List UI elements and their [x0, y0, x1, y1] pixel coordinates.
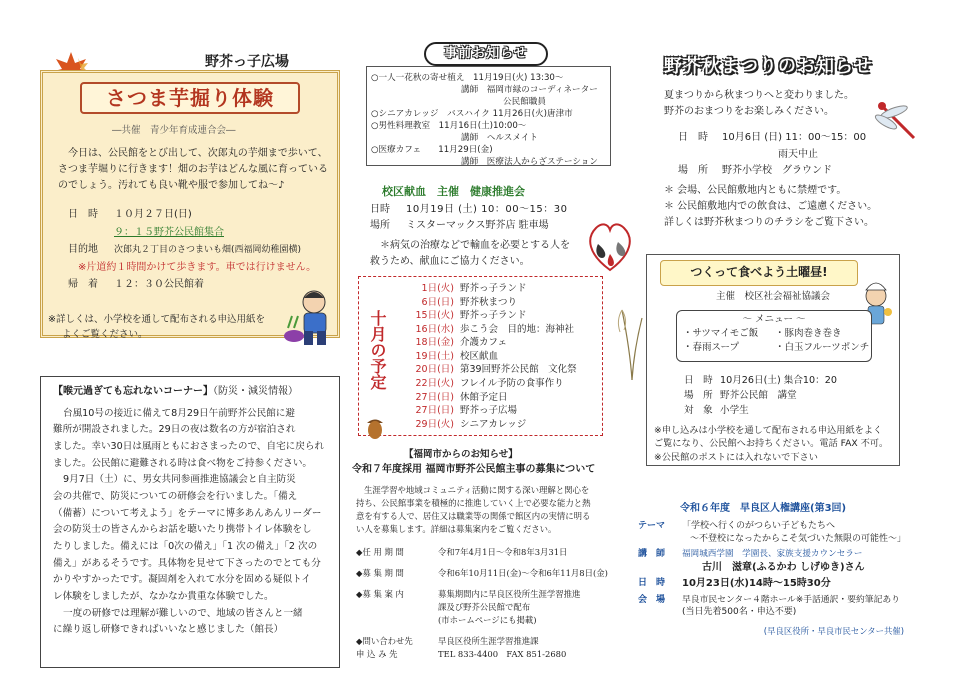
notice-sub: 講師 医療法人からざステーション	[461, 157, 598, 168]
satsuma-title-frame	[80, 82, 300, 114]
blood-drive-header: 校区献血 主催 健康推進会	[382, 185, 525, 198]
notice-item: ○医療カフェ 11月29日(金)	[371, 145, 493, 156]
body-line: い人を募集します。詳細は募集案内をご覧ください。	[356, 524, 557, 535]
note-line: よくご覧ください。	[62, 329, 148, 341]
disaster-body	[53, 406, 327, 640]
event-row: 29日(火) シニアカレッジ	[415, 418, 527, 430]
notice-sub: 講師 ヘルスメイト	[461, 133, 538, 144]
festival-details	[664, 88, 894, 232]
lecture-details	[638, 520, 928, 638]
october-event-list	[404, 282, 577, 431]
fukuoka-notice-items	[356, 546, 608, 661]
event-row: 16日(水) 歩こう会 目的地：海神社	[415, 323, 575, 335]
note-line: 詳しくは野芥秋まつりのチラシをご覧下さい。	[664, 217, 874, 229]
event-row: 22日(火) フレイル予防の食事作り	[415, 378, 564, 390]
blood-drive-details	[370, 202, 570, 270]
intro-line: さつま芋堀りに行きます！畑のお芋はどんな風に育っている	[58, 164, 328, 175]
note-line: ※詳しくは、小学校を通して配布される申込用紙を	[48, 314, 265, 325]
body-line: ました。公民館に避難される時は食べ物をご持参ください。	[53, 457, 313, 469]
notice-sub: 講師 福岡市緑のコーディネーター	[461, 85, 598, 96]
event-row: 20日(日) 第39回野芥公民館 文化祭	[415, 364, 577, 376]
blood-place-row: 場所 ミスターマックス野芥店 駐車場	[370, 220, 549, 231]
disaster-title: 【喉元過ぎても忘れないコーナー】（防災・減災情報）	[53, 386, 298, 397]
blood-drop-heart-icon	[584, 214, 636, 279]
body-line: 会の防災士の皆さんからお話を聴いたり携帯トイレ体験をし	[53, 524, 312, 536]
lecture-cohost: (早良区役所・早良市民センター共催)	[763, 626, 904, 637]
menu-row: ・サツマイモご飯 ・豚肉巻き巻き	[683, 327, 842, 339]
theme-line: 「学校へ行くのがつらい子どもたちへ	[682, 521, 836, 531]
body-line: 備え」があるそうです。具体物を見せて下さったのでとても分	[53, 557, 321, 569]
item-row: ◆募 集 期 間 令和6年10月11日(金)～令和6年11月8日(金)	[356, 568, 608, 579]
venue-sub: (当日先着500名・申込不要)	[682, 607, 797, 618]
event-row: 6日(日) 野芥秋まつり	[421, 296, 518, 308]
body-line: 意を有する人で、居住又は職業等の関係で館区内の実情に明る	[356, 511, 591, 522]
theme-line: ～不登校になったからこそ気づいた無限の可能性～」	[690, 534, 907, 545]
note-line: ※公民館のポストには入れないで下さい	[654, 451, 818, 463]
note-line: ご覧になり、公民館へお持ちください。電話 FAX 不可。	[654, 438, 889, 450]
intro-line: 野芥のおまつりをお楽しみください。	[664, 106, 834, 118]
body-line: 生涯学習や地域コミュニティ活動に関する深い理解と関心を	[364, 485, 590, 495]
event-row: 19日(土) 校区献血	[415, 350, 499, 362]
body-line: 台風10号の接近に備えて8月29日午前野芥公民館に避	[63, 407, 295, 419]
body-line: 9月7日（土）に、男女共同参画推進協議会と自主防災	[63, 474, 296, 486]
note-line: ※申し込みは小学校を通して配布される申込用紙をよく	[654, 425, 883, 436]
advance-notice-panel	[366, 66, 611, 166]
walk-note: ※片道約１時間かけて歩きます。車では行けません。	[78, 261, 317, 273]
event-row: 15日(火) 野芥っ子ランド	[415, 310, 527, 322]
notice-sub: 公民館職員	[503, 97, 546, 108]
body-line: 一度の研修では理解が難しいので、地域の皆さんと一緒	[63, 607, 303, 619]
pampas-grass-icon	[612, 300, 652, 385]
event-row: 27日(日) 野芥っ子広場	[415, 405, 518, 417]
note-line: ＊病気の治療などで輸血を必要とする人を	[380, 240, 570, 251]
notice-item: ○一人一花秋の寄せ植え 11月19日(火) 13:30～	[371, 73, 564, 83]
satsuma-title: さつま芋掘り体験	[106, 85, 274, 110]
speaker-name: 古川 滋章(ふるかわ しげゆき)さん	[702, 561, 865, 573]
satsuma-intro	[58, 146, 336, 194]
menu-row: ・春雨スープ ・白玉フルーツポンチ	[683, 341, 870, 353]
lunch-notes	[654, 424, 900, 464]
festival-date-row: 日 時 10月6日 (日) 11：00～15：00	[678, 132, 867, 144]
notice-item: ○男性料理教室 11月16日(土)10:00～	[371, 121, 527, 132]
note-line: 救うため、献血にご協力ください。	[370, 256, 530, 267]
body-line: かりやすかったです。凝固剤を入れて水分を固める疑似トイ	[53, 574, 311, 586]
lecture-title: 令和６年度 早良区人権講座(第3回)	[680, 503, 847, 514]
body-line: たりしました。備えには「0次の備え」「1 次の備え」「2 次の	[53, 541, 318, 552]
lunch-title: つくって食べよう土曜昼!	[660, 260, 858, 286]
lecture-date-row: 日 時 10月23日(水)14時～15時30分	[638, 578, 831, 590]
gather-row: ９：１５野芥公民館集合	[114, 226, 224, 238]
lunch-menu-box	[676, 310, 872, 362]
venue-title: 野芥っ子広場	[205, 54, 289, 70]
lunch-details	[684, 374, 837, 419]
festival-rain: 雨天中止	[778, 148, 818, 160]
item-extra: (市ホームページにも掲載)	[438, 615, 537, 626]
body-line: ました。幸い30日は風雨ともにおさまったので、自宅に戻られ	[53, 440, 325, 452]
fukuoka-notice-title: 令和７年度採用 福岡市野芥公民館主事の募集について	[352, 464, 596, 475]
lecture-theme-row: テーマ 「学校へ行くのがつらい子どもたちへ ～不登校になったからこそ気づいた無限の可能性～」	[638, 520, 928, 546]
venue-line: 早良市民センター４階ホール※手話通訳・要約筆記あり	[682, 594, 900, 605]
date-row: 日 時 １０月２７日(日)	[68, 209, 192, 220]
satsuma-cohost: ―共催 青少年育成連合会―	[112, 125, 236, 136]
blood-note	[370, 238, 570, 270]
body-line: 難所が開設されました。29日の夜は数名の方が宿泊され	[53, 424, 296, 436]
body-line: 持ち、公民館事業を積極的に推進していく上で必要な能力と熱	[356, 498, 591, 509]
fukuoka-notice-header: 【福岡市からのお知らせ】	[404, 449, 518, 460]
note-line: ＊ 公民館敷地内での飲食は、ご遠慮ください。	[664, 201, 878, 213]
speaker-org: 福岡城西学園 学園長、家族支援カウンセラー	[682, 549, 863, 560]
acorn-icon	[364, 414, 386, 445]
item-row: 申 込 み 先 TEL 833-4400 FAX 851-2680	[356, 649, 567, 660]
lunch-place-row: 場 所 野芥公民館 講堂	[684, 389, 797, 401]
lunch-target-row: 対 象 小学生	[684, 404, 749, 416]
menu-title: ～ メニュー ～	[742, 314, 806, 325]
body-line: （備蓄）について考えよう」をテーマに博多あんあんリーダー	[53, 507, 322, 519]
intro-line: のでしょう。汚れても良い靴や服で参加してね～♪	[58, 180, 285, 191]
body-line: に繰り返し研修できればいいなと感じました（館長）	[53, 624, 284, 636]
notice-title: 事前お知らせ	[424, 42, 548, 66]
notice-item: ○シニアカレッジ バスハイク 11月26日(火)唐津市	[371, 109, 573, 120]
satsuma-details-note	[48, 312, 265, 342]
boy-digging-illustration	[280, 286, 340, 355]
item-row: ◆問い合わせ先 早良区役所生涯学習推進課	[356, 636, 539, 647]
disaster-info-panel	[40, 376, 340, 668]
item-row: ◆募 集 案 内 募集期間内に早良区役所生涯学習推進	[356, 589, 581, 600]
event-row: 18日(金) 介護カフェ	[415, 337, 508, 349]
blood-date-row: 日時 10月19日 (土) 10：00～15：30	[370, 204, 568, 215]
lecture-speaker-row: 講 師 福岡城西学園 学園長、家族支援カウンセラー 古川 滋章(ふるかわ しげゆき)さん	[638, 548, 928, 575]
fukuoka-notice-body	[356, 484, 618, 536]
festival-place-row: 場 所 野芥小学校 グラウンド	[678, 164, 832, 176]
festival-title: 野芥秋まつりのお知らせ	[664, 56, 873, 77]
satsuma-details	[68, 206, 338, 294]
destination-row: 目的地 次郎丸２丁目のさつまいも畑(西福岡幼稚園横)	[68, 244, 302, 255]
note-line: ＊ 会場、公民館敷地内ともに禁煙です。	[664, 184, 847, 196]
intro-line: 今日は、公民館をとび出して、次郎丸の芋畑まで歩いて、	[68, 148, 328, 159]
return-row: 帰 着 １２：３０公民館着	[68, 279, 204, 291]
intro-line: 夏まつりから秋まつりへと変わりました。	[664, 90, 854, 101]
item-row: ◆任 用 期 間 令和7年4月1日～令和8年3月31日	[356, 547, 568, 557]
item-extra: 課及び野芥公民館で配布	[438, 602, 531, 613]
lecture-venue-row: 会 場 早良市民センター４階ホール※手話通訳・要約筆記あり (当日先着500名・申込不要)	[638, 594, 928, 620]
lunch-host: 主催 校区社会福祉協議会	[716, 291, 831, 302]
body-line: 会の共催で、防災についての研修会を行いました。「備え	[53, 490, 298, 502]
october-vertical-title: 十月の予定	[368, 310, 387, 390]
body-line: レ体験をしましたが、なかなか貴重な体験でした。	[53, 591, 274, 603]
event-row: 27日(日) 休館予定日	[415, 391, 508, 403]
lunch-date-row: 日 時 10月26日(土) 集合10：20	[684, 375, 837, 386]
event-row: 1日(火) 野芥っ子ランド	[421, 283, 527, 294]
